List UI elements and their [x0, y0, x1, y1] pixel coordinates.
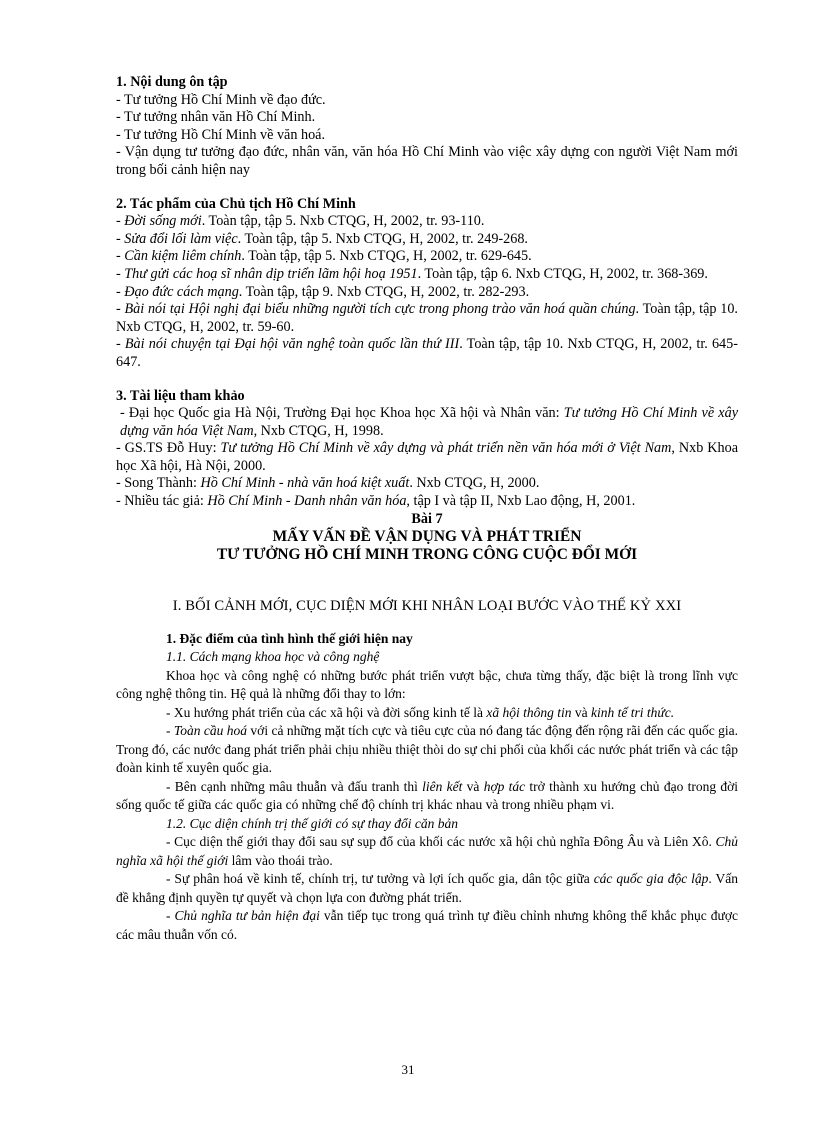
work-item: - Bài nói chuyện tại Đại hội văn nghệ toàn quốc lần thứ III. Toàn tập, tập 10. Nxb CTQG, H, 2002, tr. 645-647. — [116, 336, 738, 370]
paragraph: - Chủ nghĩa tư bản hiện đại vẫn tiếp tục trong quá trình tự điều chỉnh nhưng không thể khắc phục được các mâu thuẫn vốn có. — [116, 908, 738, 942]
work-item: - Đời sống mới. Toàn tập, tập 5. Nxb CTQG, H, 2002, tr. 93-110. — [116, 213, 485, 230]
reference-item: - GS.TS Đỗ Huy: Tư tưởng Hồ Chí Minh về xây dựng và phát triển nền văn hóa mới ở Việt Nam, Nxb Khoa học Xã hội, Hà Nội, 2000. — [116, 440, 738, 474]
work-item: - Thư gửi các hoạ sĩ nhân dịp triển lãm hội hoạ 1951. Toàn tập, tập 6. Nxb CTQG, H, 2002, tr. 368-369. — [116, 265, 708, 282]
s1-item: - Tư tưởng nhân văn Hồ Chí Minh. — [116, 109, 316, 126]
lesson-title-line-1: MẤY VẤN ĐỀ VẬN DỤNG VÀ PHÁT TRIỂN — [272, 528, 582, 546]
section-heading: I. BỐI CẢNH MỚI, CỤC DIỆN MỚI KHI NHÂN LOẠI BƯỚC VÀO THẾ KỶ XXI — [172, 598, 682, 615]
section-1-title: 1. Nội dung ôn tập — [116, 74, 228, 90]
reference-item: - Đại học Quốc gia Hà Nội, Trường Đại học Khoa học Xã hội và Nhân văn: Tư tưởng Hồ Chí Minh về xây dựng văn hóa Việt Nam, Nxb CTQG, H, 1998. — [120, 405, 738, 439]
document-page — [116, 74, 738, 944]
s1-item: - Tư tưởng Hồ Chí Minh về đạo đức. — [116, 91, 326, 108]
lesson-title-line-2: TƯ TƯỞNG HỒ CHÍ MINH TRONG CÔNG CUỘC ĐỔI MỚI — [216, 546, 638, 564]
paragraph: - Bên cạnh những mâu thuẫn và đấu tranh thì liên kết và hợp tác trở thành xu hướng chủ đạo trong đời sống quốc tế giữa các quốc gia có những chế độ chính trị khác nhau và trong nhiều phạm vi. — [116, 778, 738, 813]
section-3-title: 3. Tài liệu tham khảo — [116, 387, 245, 404]
s1-item: - Tư tưởng Hồ Chí Minh về văn hoá. — [116, 126, 326, 143]
subheading: 1.2. Cục diện chính trị thế giới có sự thay đổi căn bản — [166, 815, 459, 831]
paragraph: - Cục diện thế giới thay đổi sau sự sụp đổ của khối các nước xã hội chủ nghĩa Đông Âu và Liên Xô. Chủ nghĩa xã hội thế giới lâm vào thoái trào. — [116, 834, 738, 868]
paragraph: - Xu hướng phát triển của các xã hội và đời sống kinh tế là xã hội thông tin và kinh tế tri thức. — [166, 704, 675, 720]
paragraph: Khoa học và công nghệ có những bước phát triển vượt bậc, chưa từng thấy, đặc biệt là trong lĩnh vực công nghệ thông tin. Hệ quả là những đổi thay to lớn: — [116, 667, 738, 702]
section-2-title: 2. Tác phẩm của Chủ tịch Hồ Chí Minh — [116, 195, 356, 212]
work-item: - Đạo đức cách mạng. Toàn tập, tập 9. Nxb CTQG, H, 2002, tr. 282-293. — [116, 283, 530, 300]
work-item: - Cần kiệm liêm chính. Toàn tập, tập 5. Nxb CTQG, H, 2002, tr. 629-645. — [116, 248, 532, 265]
paragraph: - Sự phân hoá về kinh tế, chính trị, tư tưởng và lợi ích quốc gia, dân tộc giữa các quốc gia độc lập. Vấn đề khẳng định quyền tự quyết và chọn lựa con đường phát triển. — [116, 871, 738, 905]
paragraph: - Toàn cầu hoá với cả những mặt tích cực và tiêu cực của nó đang tác động đến rộng rãi đến các quốc gia. Trong đó, các nước đang phát triển phải chịu nhiều thiệt thòi do sự chi phối của khối các nước phát triển và các tập đoàn kinh tế xuyên quốc gia. — [116, 723, 739, 776]
part-heading: 1. Đặc điểm của tình hình thế giới hiện nay — [166, 630, 413, 646]
reference-item: - Song Thành: Hồ Chí Minh - nhà văn hoá kiệt xuất. Nxb CTQG, H, 2000. — [116, 475, 540, 492]
reference-item: - Nhiều tác giả: Hồ Chí Minh - Danh nhân văn hóa, tập I và tập II, Nxb Lao động, H, 2001. — [116, 493, 636, 510]
work-item: - Bài nói tại Hội nghị đại biểu những người tích cực trong phong trào văn hoá quần chúng. Toàn tập, tập 10. Nxb CTQG, H, 2002, tr. 59-60. — [116, 301, 738, 335]
subheading: 1.1. Cách mạng khoa học và công nghệ — [166, 649, 380, 665]
s1-item: - Vận dụng tư tưởng đạo đức, nhân văn, văn hóa Hồ Chí Minh vào việc xây dựng con người Việt Nam mới trong bối cảnh hiện nay — [116, 144, 738, 178]
lesson-number: Bài 7 — [411, 510, 443, 527]
work-item: - Sửa đổi lối làm việc. Toàn tập, tập 5. Nxb CTQG, H, 2002, tr. 249-268. — [116, 230, 528, 247]
page-number: 31 — [401, 1062, 415, 1077]
